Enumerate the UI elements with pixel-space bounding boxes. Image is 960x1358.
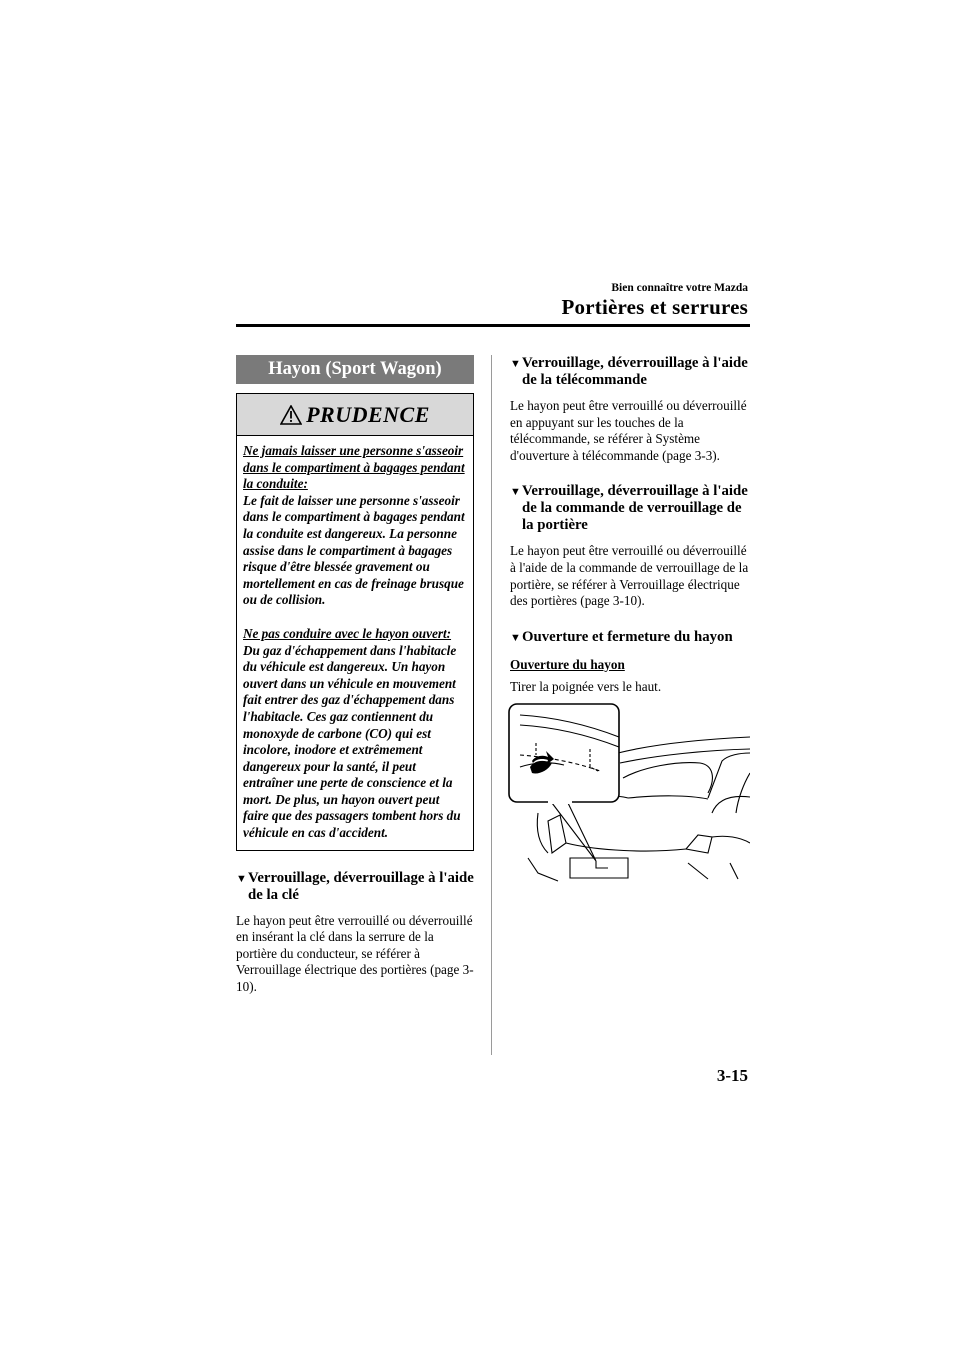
switch-lock-heading: [510, 483, 750, 534]
liftgate-handle-illustration: [508, 703, 750, 883]
caution-header: [237, 394, 473, 436]
key-lock-text: Le hayon peut être verrouillé ou déverrouillé en insérant la clé dans la serrure de la portière du conducteur, se référer à Verrouillage électrique des portières (page 3-10).: [236, 912, 474, 995]
section-banner: Hayon (Sport Wagon): [236, 355, 474, 384]
open-text: Tirer la poignée vers le haut.: [510, 679, 662, 695]
caution-warning2-title: Ne pas conduire avec le hayon ouvert:: [243, 625, 452, 641]
switch-lock-heading-text: Verrouillage, déverrouillage à l'aide de la commande de verrouillage de la portière: [522, 483, 748, 534]
header-rule: [236, 324, 750, 327]
caution-title: PRUDENCE: [306, 401, 430, 427]
section-title: Portières et serrures: [561, 295, 748, 319]
caution-warning2-body: Du gaz d'échappement dans l'habitacle du véhicule est dangereux. Un hayon ouvert dans un véhicule en mouvement fait entrer des gaz d'échappement dans l'habitacle. Ces gaz contiennent du monoxyde de carbone (CO) qui est incolore, inodore et extrêmement dangereux pour la santé, il peut entraîner une perte de conscience et la mort. De plus, un hayon ouvert peut faire que des passagers tombent hors du véhicule en cas d'accident.: [243, 642, 461, 841]
caution-body: [237, 436, 473, 850]
left-column: [236, 355, 474, 996]
open-subheading: Ouverture du hayon: [510, 656, 625, 672]
chapter-label: Bien connaître votre Mazda: [611, 282, 748, 294]
remote-lock-text: Le hayon peut être verrouillé ou déverrouillé en appuyant sur les touches de la télécommande, se référer à Système d'ouverture à télécommande (page 3-3).: [510, 398, 747, 463]
open-close-heading-text: Ouverture et fermeture du hayon: [522, 628, 733, 645]
switch-lock-text: Le hayon peut être verrouillé ou déverrouillé à l'aide de la commande de verrouillage de la portière, se référer à Verrouillage électrique des portières (page 3-10).: [510, 543, 749, 609]
caution-box: [236, 393, 474, 851]
column-divider: [491, 355, 492, 1055]
key-lock-heading-text: Verrouillage, déverrouillage à l'aide de la clé: [248, 869, 474, 903]
remote-lock-heading: [510, 355, 750, 389]
caution-warning1-title: Ne jamais laisser une personne s'asseoir dans le compartiment à bagages pendant la conduite:: [243, 443, 465, 492]
warning-triangle-icon: [280, 405, 302, 425]
key-lock-heading: [236, 870, 474, 904]
open-close-heading: [510, 629, 750, 647]
page-number: 3-15: [716, 1066, 748, 1085]
triangle-down-icon: ▼: [510, 486, 521, 499]
right-column: [510, 355, 750, 696]
caution-warning1-body: Le fait de laisser une personne s'asseoir dans le compartiment à bagages pendant la conduite est dangereux. La personne assise dans le compartiment à bagages risque d'être blessée gravement ou mortellement en cas de freinage brusque ou de collision.: [243, 492, 465, 608]
triangle-down-icon: ▼: [236, 872, 247, 885]
remote-lock-heading-text: Verrouillage, déverrouillage à l'aide de la télécommande: [522, 355, 748, 388]
triangle-down-icon: ▼: [510, 358, 521, 370]
triangle-down-icon: ▼: [510, 631, 521, 644]
